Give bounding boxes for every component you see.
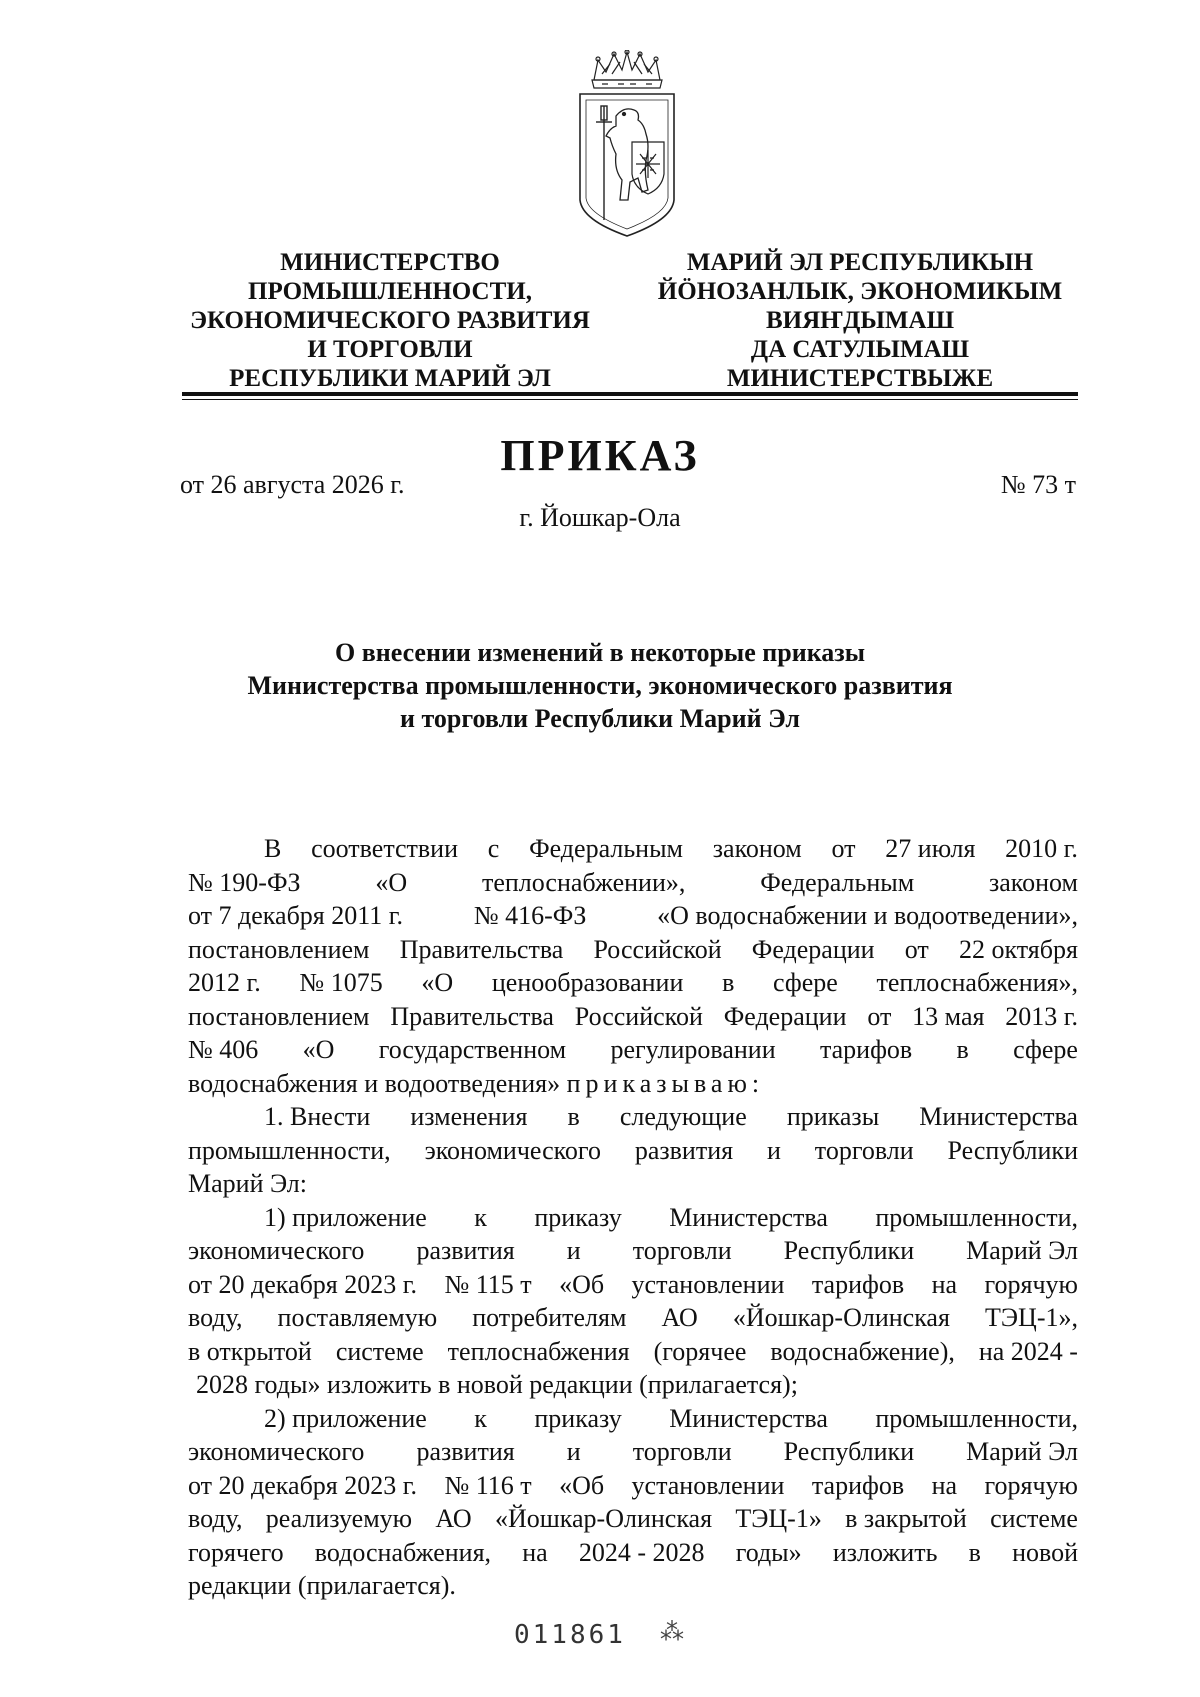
body-word: Российской: [593, 934, 722, 964]
body-word: 2012 г.: [188, 968, 261, 997]
body-line: [188, 1134, 1078, 1168]
body-word: в: [968, 1537, 981, 1567]
body-word: 13 мая: [912, 1001, 985, 1031]
body-word: тарифов: [819, 1035, 913, 1064]
body-word: реализуемую: [265, 1504, 413, 1533]
body-word: постановлением: [188, 1001, 370, 1031]
coat-of-arms-icon: [572, 50, 682, 240]
body-word: Министерства: [669, 1403, 828, 1433]
body-word: государственном: [378, 1035, 567, 1064]
body-word: «О: [302, 1035, 335, 1064]
body-line: [188, 1569, 1078, 1603]
body-text: Марий Эл:: [188, 1169, 308, 1198]
body-word: 22 октября: [958, 934, 1078, 964]
title-line: О внесении изменений в некоторые приказы: [334, 638, 866, 667]
body-word: следующие: [619, 1102, 747, 1131]
ministry-name-mari: [640, 248, 1080, 393]
body-word: № 115 т: [444, 1269, 532, 1299]
body-word: экономического: [188, 1437, 365, 1466]
body-word: приказу: [534, 1202, 622, 1232]
body-word: в закрытой: [845, 1504, 967, 1533]
body-line: [188, 933, 1078, 967]
body-word: развития: [416, 1437, 515, 1466]
body-word: № 416-ФЗ: [473, 901, 587, 930]
body-word: годы»: [735, 1537, 802, 1567]
body-word: теплоснабжения: [447, 1336, 630, 1366]
body-word: «О: [375, 867, 408, 897]
body-word: системе: [335, 1336, 424, 1366]
body-word: воду,: [188, 1504, 243, 1533]
body-word: 1. Внести: [264, 1102, 371, 1131]
body-word: потребителям: [472, 1303, 627, 1332]
body-word: торговли: [632, 1236, 732, 1265]
body-word: сфере: [773, 968, 838, 997]
body-word: тарифов: [811, 1269, 905, 1299]
body-word: на: [522, 1537, 548, 1567]
body-word: Федеральным: [529, 834, 684, 863]
body-word: теплоснабжения»,: [876, 968, 1078, 997]
body-word: соответствии: [311, 834, 459, 863]
body-line: [188, 1201, 1078, 1235]
body-word: Министерства: [669, 1202, 828, 1232]
document-date: от 26 августа 2026 г.: [180, 470, 405, 499]
body-word: водоснабжение),: [770, 1336, 955, 1366]
body-word: АО: [661, 1303, 698, 1332]
document-number: № 73 т: [1000, 470, 1076, 499]
body-line: [188, 1301, 1078, 1335]
body-word: Республики: [783, 1236, 915, 1265]
document-title: [0, 636, 1200, 735]
body-word: к: [474, 1202, 487, 1232]
body-line: [188, 1536, 1078, 1570]
body-line: [188, 1502, 1078, 1536]
body-word: законом: [989, 867, 1078, 897]
ministry-line: ДА САТУЛЫМАШ: [750, 336, 970, 363]
header-divider-thin: [182, 399, 1078, 400]
body-word: АО: [435, 1504, 472, 1533]
body-word: от: [904, 934, 929, 964]
ministry-line: МИНИСТЕРСТВО: [280, 249, 500, 276]
body-word: 1) приложение: [264, 1202, 427, 1232]
body-word: Правительства: [399, 934, 564, 964]
body-word: «Об: [559, 1470, 605, 1500]
document-city: г. Йошкар-Ола: [519, 503, 681, 532]
order-word: приказываю:: [566, 1068, 765, 1098]
body-word: новой: [1012, 1537, 1078, 1567]
body-word: В: [264, 834, 282, 863]
body-line: [188, 1033, 1078, 1067]
body-word: постановлением: [188, 934, 370, 964]
body-word: горячего: [188, 1537, 284, 1567]
body-word: Республики: [947, 1135, 1078, 1165]
body-word: 27 июля: [885, 834, 976, 863]
body-word: Федеральным: [760, 867, 915, 897]
body-word: и: [766, 1135, 781, 1165]
body-word: торговли: [814, 1135, 914, 1165]
ministry-line: ВИЯҤДЫМАШ: [765, 307, 955, 334]
body-word: на: [931, 1269, 958, 1299]
body-word: в: [956, 1035, 969, 1064]
body-word: изменения: [410, 1102, 528, 1131]
body-line: [188, 1067, 1078, 1101]
body-word: развития: [634, 1135, 734, 1165]
body-word: Марий Эл: [966, 1236, 1078, 1265]
body-word: ТЭЦ-1»,: [985, 1303, 1078, 1332]
stamp-mark-icon: ⁂: [660, 1618, 684, 1646]
body-word: Федерации: [723, 1001, 847, 1031]
body-word: (горячее: [653, 1336, 747, 1366]
body-word: Российской: [574, 1001, 703, 1031]
body-line: [188, 1435, 1078, 1469]
body-word: на: [931, 1470, 958, 1500]
body-word: воду,: [188, 1303, 243, 1332]
body-line: [188, 1368, 1078, 1402]
header-divider-thick: [182, 392, 1078, 396]
body-word: промышленности,: [875, 1403, 1078, 1433]
body-word: от: [831, 834, 856, 863]
body-word: приказы: [786, 1102, 880, 1131]
body-word: и: [566, 1236, 581, 1265]
body-word: к: [474, 1403, 487, 1433]
body-word: от 20 декабря 2023 г.: [188, 1470, 417, 1500]
body-line: [188, 1469, 1078, 1503]
body-word: от 7 декабря 2011 г.: [188, 901, 404, 930]
body-line: [188, 1100, 1078, 1134]
body-word: на 2024 -: [978, 1336, 1078, 1366]
body-word: экономического: [188, 1236, 365, 1265]
body-word: и: [566, 1437, 581, 1466]
body-word: водоснабжения,: [314, 1537, 492, 1567]
body-word: в: [567, 1102, 580, 1131]
document-type: ПРИКАЗ: [500, 431, 700, 480]
ministry-line: МИНИСТЕРСТВЫЖЕ: [726, 365, 994, 392]
body-word: с: [487, 834, 500, 863]
body-word: Правительства: [390, 1001, 554, 1031]
ministry-name-russian: [160, 248, 620, 393]
body-word: № 1075: [299, 968, 383, 997]
body-word: от 20 декабря 2023 г.: [188, 1269, 417, 1299]
body-word: № 406: [188, 1035, 259, 1064]
ministry-line: ЙӦНОЗАНЛЫК, ЭКОНОМИКЫМ: [657, 278, 1063, 305]
body-word: экономического: [424, 1135, 601, 1165]
body-word: «Йошкар-Олинская: [732, 1303, 950, 1332]
body-word: установлении: [631, 1470, 785, 1500]
body-word: 2024 - 2028: [578, 1537, 705, 1567]
body-word: № 116 т: [444, 1470, 532, 1500]
body-word: установлении: [631, 1269, 785, 1299]
body-line: [188, 866, 1078, 900]
body-word: 2010 г.: [1005, 834, 1078, 863]
body-word: в: [722, 968, 735, 997]
title-line: Министерства промышленности, экономического развития: [247, 671, 953, 700]
body-word: Марий Эл: [966, 1437, 1078, 1466]
body-word: приказу: [534, 1403, 622, 1433]
ministry-line: ЭКОНОМИЧЕСКОГО РАЗВИТИЯ: [190, 307, 590, 334]
body-word: промышленности,: [188, 1135, 391, 1165]
body-word: «О водоснабжении и водоотведении»,: [657, 901, 1078, 930]
body-line: [188, 1234, 1078, 1268]
body-word: сфере: [1013, 1035, 1078, 1064]
body-word: Министерства: [919, 1102, 1078, 1131]
ministry-line: МАРИЙ ЭЛ РЕСПУБЛИКЫН: [686, 249, 1034, 276]
serial-stamp: 011861: [514, 1620, 626, 1650]
body-word: поставляемую: [277, 1303, 438, 1332]
body-word: теплоснабжении»,: [481, 867, 686, 897]
body-word: горячую: [984, 1269, 1078, 1299]
ministry-line: РЕСПУБЛИКИ МАРИЙ ЭЛ: [229, 365, 551, 392]
body-word: изложить: [832, 1537, 938, 1567]
body-line: [188, 1000, 1078, 1034]
body-word: торговли: [632, 1437, 732, 1466]
body-text: 2028 годы» изложить в новой редакции (прилагается);: [196, 1370, 798, 1399]
ministry-line: ПРОМЫШЛЕННОСТИ,: [248, 278, 532, 305]
body-word: «Об: [559, 1269, 605, 1299]
body-line: [188, 1335, 1078, 1369]
body-line: [188, 1268, 1078, 1302]
body-word: регулировании: [610, 1035, 776, 1064]
body-word: развития: [416, 1236, 515, 1265]
ministry-line: И ТОРГОВЛИ: [307, 336, 473, 363]
body-word: «О: [421, 968, 454, 997]
body-word: ТЭЦ-1»: [735, 1504, 822, 1533]
body-word: ценообразовании: [491, 968, 684, 997]
body-line: [188, 966, 1078, 1000]
body-word: «Йошкар-Олинская: [494, 1504, 713, 1533]
body-line: [188, 1402, 1078, 1436]
body-line: [188, 899, 1078, 933]
body-word: промышленности,: [875, 1202, 1078, 1232]
body-word: горячую: [984, 1470, 1078, 1500]
body-word: от: [867, 1001, 892, 1031]
body-text: редакции (прилагается).: [188, 1571, 456, 1600]
body-word: Республики: [783, 1437, 915, 1466]
body-word: Федерации: [751, 934, 875, 964]
body-word: в открытой: [188, 1336, 312, 1366]
body-word: системе: [990, 1504, 1078, 1533]
body-line: [188, 832, 1078, 866]
body-word: тарифов: [811, 1470, 905, 1500]
title-line: и торговли Республики Марий Эл: [400, 704, 800, 733]
body-text: водоснабжения и водоотведения»: [188, 1068, 561, 1098]
body-word: 2) приложение: [264, 1403, 427, 1433]
body-word: № 190-ФЗ: [188, 867, 301, 897]
body-word: 2013 г.: [1005, 1001, 1078, 1031]
body-line: [188, 1167, 1078, 1201]
document-body: [188, 832, 1078, 1603]
body-word: законом: [712, 834, 802, 863]
